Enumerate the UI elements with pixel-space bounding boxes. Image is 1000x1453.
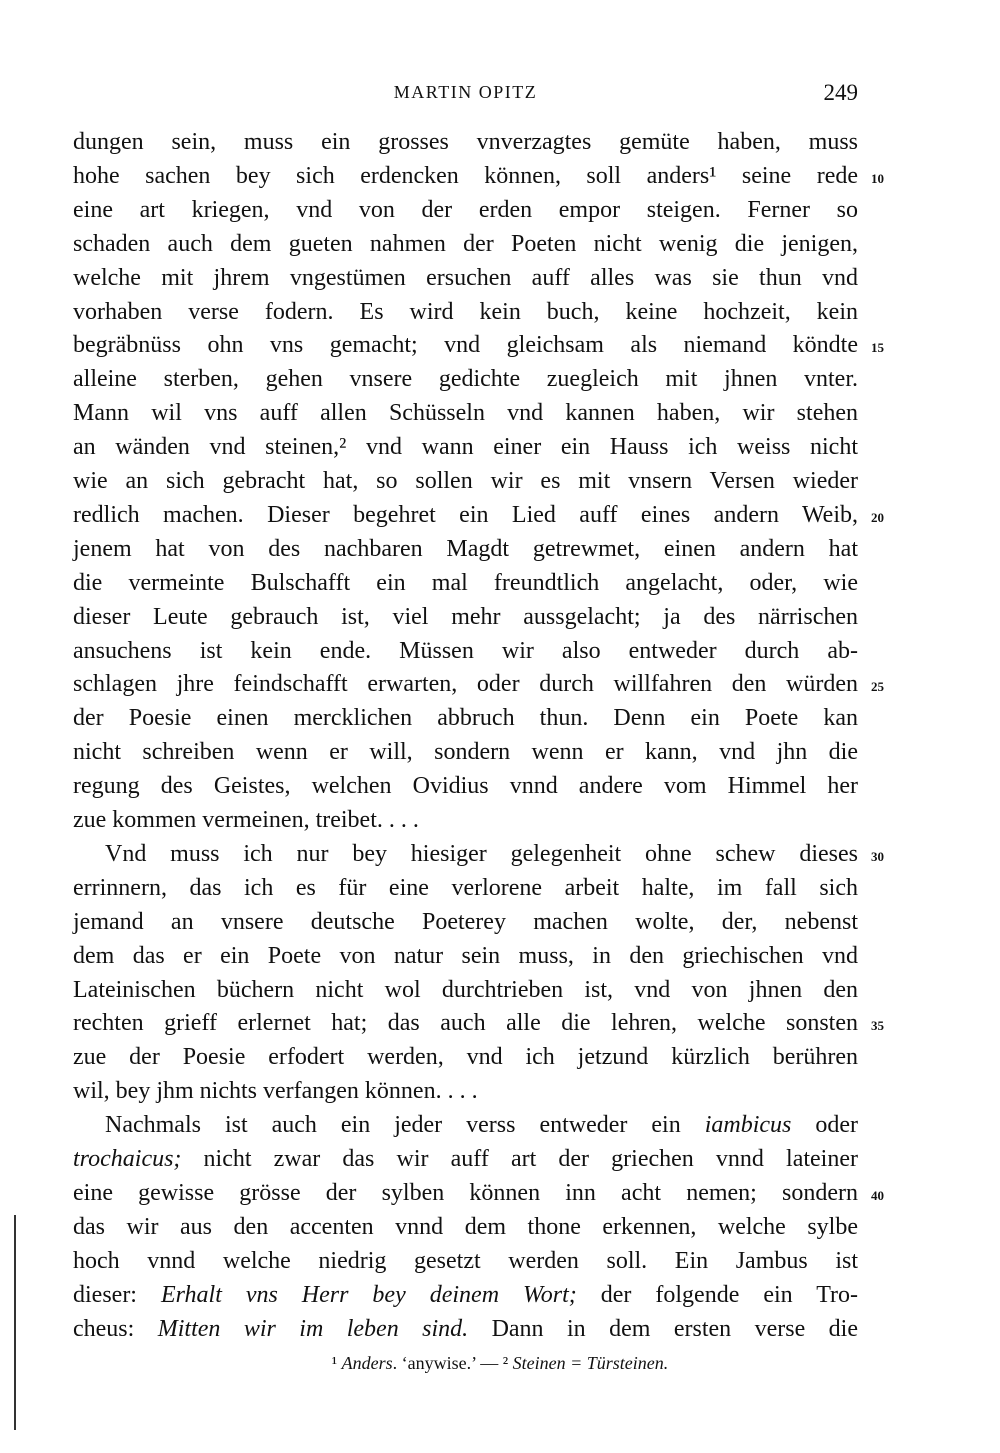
italic-text: trochaicus; [73,1146,182,1172]
text-line [73,297,858,327]
text-segment: ¹ [331,1353,342,1373]
text-segment: redlich machen. Dieser begehret ein Lied auff eines andern Weib, [73,501,858,528]
text-segment: eine gewisse grösse der sylben können inn acht nemen; sondern [73,1179,858,1206]
text-line [73,1212,858,1242]
text-line [73,161,858,191]
text-line [73,466,858,496]
text-segment: nicht zwar das wir auff art der griechen vnnd lateiner [181,1146,858,1172]
text-segment: schlagen jhre feindschafft erwarten, oder durch willfahren den würden [73,671,858,698]
margin-rule [14,1215,16,1430]
text-segment: schaden auch dem gueten nahmen der Poeten nicht wenig die jenigen, [73,230,858,257]
line-number: 20 [871,509,884,525]
text-segment: alleine sterben, gehen vnsere gedichte zuegleich mit jhnen vnter. [73,366,858,393]
text-line [73,1246,858,1276]
text-segment: . ‘anywise.’ — ² [392,1353,513,1373]
text-segment: an wänden vnd steinen,² vnd wann einer ein Hauss ich weiss nicht [73,434,858,461]
text-line [73,636,858,666]
text-line [73,839,858,869]
line-number: 15 [871,340,884,356]
text-line [73,534,858,564]
text-line [73,602,858,632]
text-segment: jemand an vnsere deutsche Poeterey machen wolte, der, nebenst [73,908,858,935]
text-segment: das wir aus den accenten vnnd dem thone erkennen, welche sylbe [73,1213,858,1240]
text-segment: dieser Leute gebrauch ist, viel mehr aussgelacht; ja des närrischen [73,603,858,630]
line-number: 30 [871,848,884,864]
text-line [73,1008,858,1038]
text-line [73,263,858,293]
text-line [73,1314,858,1344]
line-number: 40 [871,1187,884,1203]
text-segment: Lateinischen büchern nicht wol durchtrieben ist, vnd von jhnen den [73,976,858,1003]
text-segment: eine art kriegen, vnd von der erden empor steigen. Ferner so [73,196,858,223]
running-title: MARTIN OPITZ [393,82,538,102]
text-segment: oder [791,1112,858,1139]
text-segment: hoch vnnd welche niedrig gesetzt werden soll. Ein Jambus ist [73,1247,858,1274]
text-segment: begräbnüss ohn vns gemacht; vnd gleichsam als niemand köndte [73,332,858,359]
text-line [73,1280,858,1310]
line-number: 10 [871,170,884,186]
text-line [73,127,858,157]
text-line [73,398,858,428]
footnote [0,1353,1000,1374]
page-number: 249 [823,80,858,105]
text-line [73,975,858,1005]
text-line [73,1178,858,1208]
text-line [73,229,858,259]
text-segment: zue der Poesie erfodert werden, vnd ich jetzund kürzlich berühren [73,1044,858,1071]
text-line [73,669,858,699]
text-line [73,568,858,598]
text-segment: cheus: [73,1315,158,1342]
text-line [73,703,858,733]
text-segment: welche mit jhrem vngestümen ersuchen auff alles was sie thun vnd [73,264,858,291]
page-header [73,80,858,110]
text-segment: regung des Geistes, welchen Ovidius vnnd andere vom Himmel her [73,773,858,800]
text-line [73,737,858,767]
text-segment: jenem hat von des nachbaren Magdt getrewmet, einen andern hat [73,535,858,562]
italic-text: Mitten wir im leben sind. [157,1315,469,1342]
text-line [73,432,858,462]
text-segment: nicht schreiben wenn er will, sondern wenn er kann, vnd jhn die [73,739,858,766]
text-segment: Dann in dem ersten verse die [468,1315,858,1342]
text-line [73,907,858,937]
text-segment: Vnd muss ich nur bey hiesiger gelegenheit ohne schew dieses [105,840,858,867]
text-line [73,941,858,971]
text-line [73,1110,858,1140]
text-segment: vorhaben verse fodern. Es wird kein buch, keine hochzeit, kein [73,298,858,325]
text-segment: zue kommen vermeinen, treibet. . . . [73,807,419,833]
line-number: 35 [871,1018,884,1034]
text-segment: der Poesie einen mercklichen abbruch thun. Denn ein Poete kan [73,705,858,732]
text-segment: rechten grieff erlernet hat; das auch alle die lehren, welche sonsten [73,1010,858,1037]
text-line [73,1042,858,1072]
text-segment: errinnern, das ich es für eine verlorene arbeit halte, im fall sich [73,874,858,901]
italic-text: iambicus [704,1112,792,1139]
text-line [73,873,858,903]
text-line [73,1076,858,1106]
italic-text: Anders [341,1353,393,1373]
italic-text: Steinen = Türsteinen. [512,1353,669,1373]
text-line [73,771,858,801]
text-segment: wil, bey jhm nichts verfangen können. . . . [73,1078,478,1105]
text-segment: wie an sich gebracht hat, so sollen wir es mit vnsern Versen wieder [73,468,858,494]
text-segment: hohe sachen bey sich erdencken können, soll anders¹ seine rede [73,162,858,189]
text-line [73,364,858,394]
text-segment: ansuchens ist kein ende. Müssen wir also entweder durch ab- [73,637,858,664]
text-line [73,805,858,835]
text-segment: Mann wil vns auff allen Schüsseln vnd kannen haben, wir stehen [73,400,858,427]
text-line [73,1144,858,1174]
text-segment: dem das er ein Poete von natur sein muss, in den griechischen vnd [73,942,858,969]
text-line [73,500,858,530]
line-number: 25 [871,679,884,695]
text-segment: die vermeinte Bulschafft ein mal freundtlich angelacht, oder, wie [73,569,858,596]
text-segment: der folgende ein Tro- [576,1281,858,1308]
italic-text: Erhalt vns Herr bey deinem Wort; [160,1281,577,1308]
text-segment: dungen sein, muss ein grosses vnverzagtes gemüte haben, muss [73,129,858,155]
text-segment: Nachmals ist auch ein jeder verss entweder ein [105,1112,705,1139]
text-segment: dieser: [73,1281,161,1308]
text-line [73,195,858,225]
text-line [73,330,858,360]
